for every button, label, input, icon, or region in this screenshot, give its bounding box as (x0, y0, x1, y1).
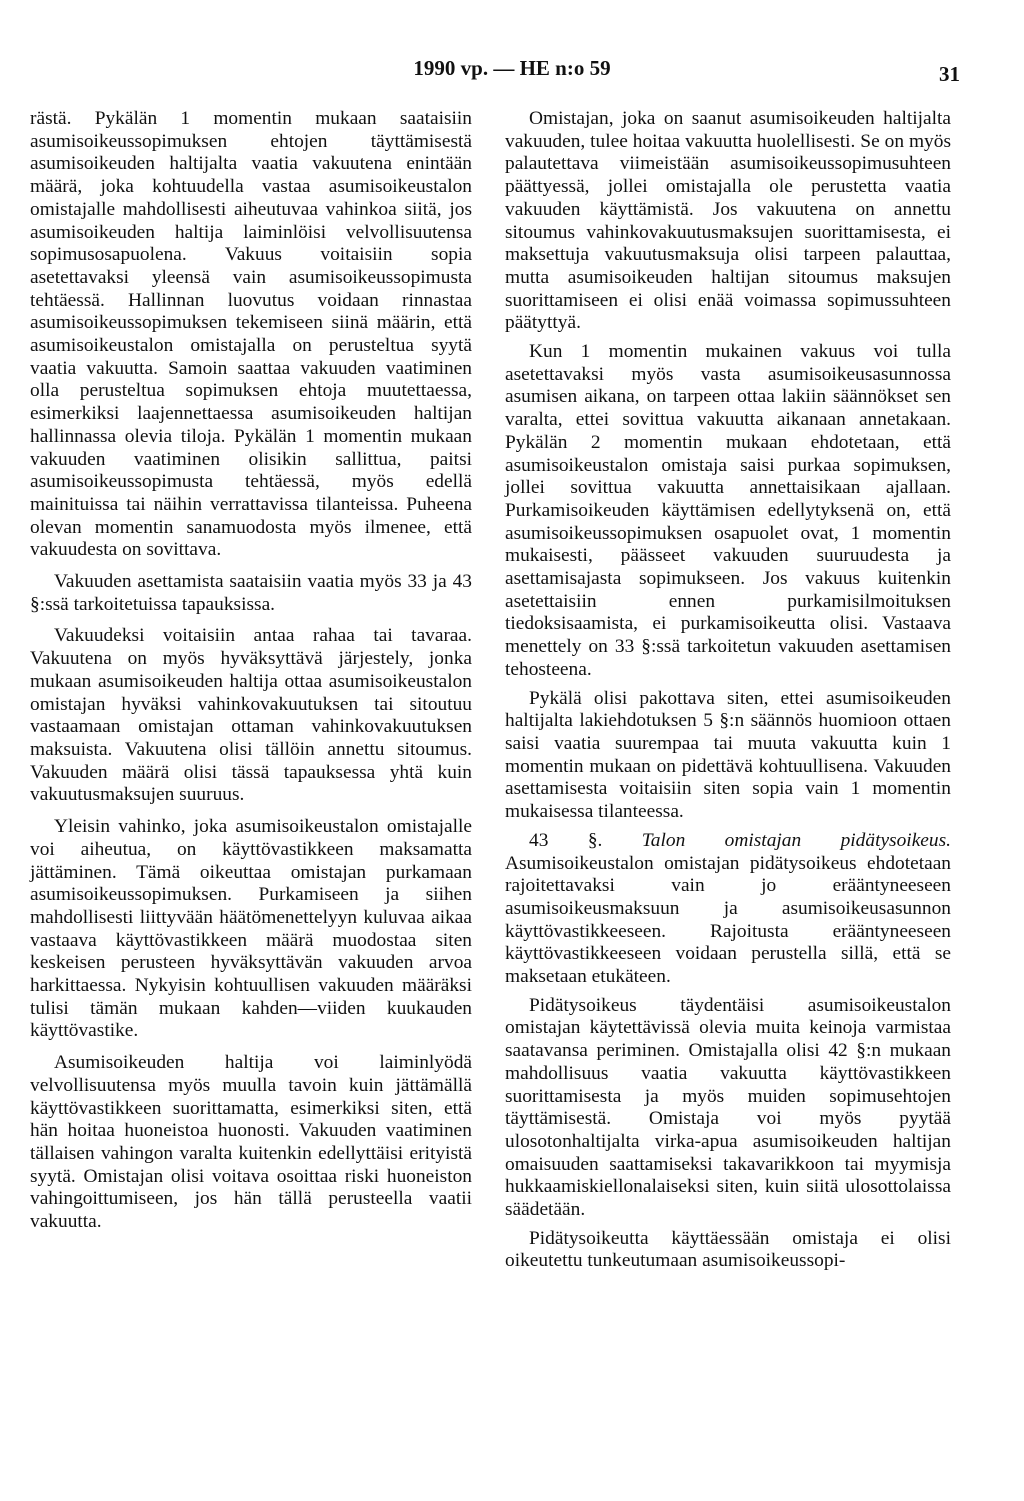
running-title: 1990 vp. — HE n:o 59 (413, 56, 611, 80)
paragraph: rästä. Pykälän 1 momentin mukaan saataisiin asumisoikeussopimuksen ehtojen täyttämisestä asumisoikeuden haltijalta vaatia vakuutena enintään määrä, joka kohtuudella vastaa asumisoikeustalon omistajalle mahdollisesti aiheutuvaa vahinkoa siitä, jos asumisoikeuden haltija laiminlöisi velvollisuutensa sopimusosapuolena. Vakuus voitaisiin sopia asetettavaksi yleensä vain asumisoikeussopimusta tehtäessä. Hallinnan luovutus voidaan rinnastaa asumisoikeussopimuksen tekemiseen siinä määrin, että asumisoikeustalon omistajalla on perusteltua syytä vaatia vakuutta. Samoin saattaa vakuuden vaatiminen olla perusteltua sopimuksen ehtoja muutettaessa, esimerkiksi laajennettaessa asumisoikeuden haltijan hallinnassa olevia tiloja. Pykälän 1 momentin mukaan vakuuden vaatiminen olisikin sallittua, paitsi asumisoikeussopimusta tehtäessä, myös edellä mainituissa tai näihin verrattavissa tilanteissa. Puheena olevan momentin sanamuodosta myös ilmenee, että vakuudesta on sovittava. (30, 108, 472, 561)
section-paragraph (505, 830, 951, 989)
left-column (30, 108, 472, 1234)
paragraph: Omistajan, joka on saanut asumisoikeuden haltijalta vakuuden, tulee hoitaa vakuutta huolellisesti. Se on myös palautettava viimeistään asumisoikeussopimusuhteen päättyessä, jollei omistajalla ole perustetta vaatia vakuuden käyttämistä. Jos vakuutena on annettu sitoumus vahinkovakuutusmaksujen suorittamisesta, ei maksettuja vakuutusmaksuja olisi tarpeen palauttaa, mutta asumisoikeuden haltijan sitoumus maksujen suorittamiseen ei olisi enää voimassa sopimussuhteen päätyttyä. (505, 108, 951, 334)
paragraph: Vakuuden asettamista saataisiin vaatia myös 33 ja 43 §:ssä tarkoitetuissa tapauksissa. (30, 571, 472, 615)
paragraph: Vakuudeksi voitaisiin antaa rahaa tai tavaraa. Vakuutena on myös hyväksyttävä järjestely, jonka mukaan asumisoikeuden haltija ottaa asumisoikeustalon omistajan hyväksi vahinkovakuutuksen tai sitoutuu vastaamaan omistajan ottaman vahinkovakuutuksen maksuista. Vakuutena olisi tällöin annettu sitoumus. Vakuuden määrä olisi tässä tapauksessa yhtä kuin vakuutusmaksujen suuruus. (30, 625, 472, 806)
right-column (505, 108, 951, 1273)
section-heading: Talon omistajan pidätysoikeus. (641, 829, 951, 851)
paragraph: Yleisin vahinko, joka asumisoikeustalon omistajalle voi aiheutua, on käyttövastikkeen maksamatta jättäminen. Tämä oikeuttaa omistajan purkamaan asumisoikeussopimuksen. Purkamiseen ja siihen mahdollisesti liittyvään häätömenettelyyn kuluvaa aikaa vastaava käyttövastikkeen määrä muodostaa siten keskeisen perusteen hyväksyttävän vakuuden arvoa harkittaessa. Nykyisin kohtuullisen vakuuden määräksi tulisi tämän mukaan kahden—viiden kuukauden käyttövastike. (30, 816, 472, 1042)
paragraph: Pykälä olisi pakottava siten, ettei asumisoikeuden haltijalta lakiehdotuksen 5 §:n säännös huomioon ottaen saisi vaatia suurempaa tai muuta vakuutta kuin 1 momentin mukaan on pidettävä kohtuullisena. Vakuuden asettamisesta voitaisiin siten sopia vain 1 momentin mukaisessa tilanteessa. (505, 687, 951, 823)
paragraph: Kun 1 momentin mukainen vakuus voi tulla asetettavaksi myös vasta asumisoikeusasunnossa asumisen aikana, on tarpeen ottaa lakiin säännökset sen varalta, ettei sovittua vakuutta aikanaan annetakaan. Pykälän 2 momentin mukaan ehdotetaan, että asumisoikeustalon omistaja saisi purkaa sopimuksen, jollei sovittua vakuutta annettaisikaan ajallaan. Purkamisoikeuden käyttämisen edellytyksenä on, että asumisoikeussopimuksen osapuolet ovat, 1 momentin mukaisesti, päässeet vakuuden suuruudesta ja asettamisajasta sopimukseen. Jos vakuus kuitenkin asetettaisiin ennen purkamisilmoituksen tiedoksisaamista, ei purkamisoikeutta olisi. Vastaava menettely on 33 §:ssä tarkoitetun vakuuden asettamisen tehosteena. (505, 341, 951, 680)
paragraph: Pidätysoikeus täydentäisi asumisoikeustalon omistajan käytettävissä olevia muita keinoja varmistaa saatavansa periminen. Omistajalla olisi 42 §:n mukaan mahdollisuus vaatia vakuutta käyttövastikkeen suorittamisesta ja myös muiden sopimusehtojen täyttämisestä. Omistaja voi myös pyytää ulosotonhaltijalta virka-apua asumisoikeuden haltijan omaisuuden saattamiseksi takavarikkoon tai myymisja hukkaamiskiellonalaiseksi siten, kuin siitä ulosottolaissa säädetään. (505, 994, 951, 1221)
section-text: Asumisoikeustalon omistajan pidätysoikeus ehdotetaan rajoitettavaksi vain jo erääntyneeseen asumisoikeusmaksuun ja asumisoikeusasunnon käyttövastikkeeseen. Rajoitusta erääntyneeseen käyttövastikkeeseen voidaan perustella sillä, että se maksetaan etukäteen. (505, 852, 951, 988)
section-number: 43 §. (529, 829, 603, 851)
page-number: 31 (939, 62, 960, 86)
page-header (0, 56, 1024, 86)
paragraph: Asumisoikeuden haltija voi laiminlyödä velvollisuutensa myös muulla tavoin kuin jättämällä käyttövastikkeen suorittamatta, esimerkiksi siten, että hän hoitaa huoneistoa huonosti. Vakuuden vaatiminen tällaisen vahingon varalta kuitenkin edellyttäisi erityistä syytä. Omistajan olisi voitava osoittaa riski huoneiston vahingoittumiseen, jos hän tällä perusteella vaatii vakuutta. (30, 1052, 472, 1233)
paragraph: Pidätysoikeutta käyttäessään omistaja ei olisi oikeutettu tunkeutumaan asumisoikeussopi- (505, 1227, 951, 1272)
